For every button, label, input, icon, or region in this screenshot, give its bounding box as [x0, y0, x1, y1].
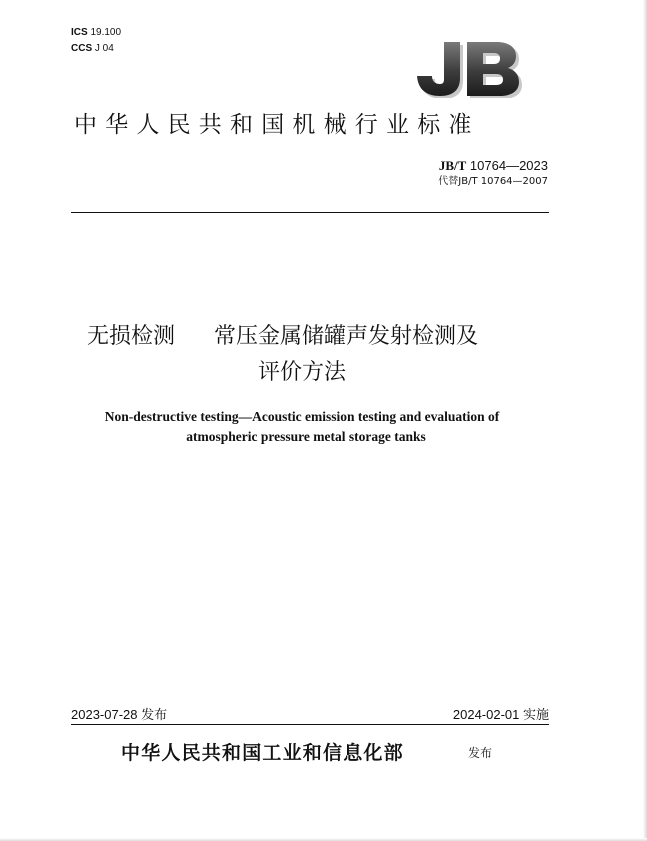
ics-classification	[71, 26, 121, 40]
logo-letter-j	[417, 42, 460, 96]
title-cn-part2: 常压金属储罐声发射检测及	[214, 324, 479, 349]
header-divider	[71, 212, 549, 213]
ccs-code: J 04	[94, 43, 114, 54]
standard-number-prefix: JB/T	[438, 158, 467, 173]
ccs-classification	[71, 42, 114, 56]
issuing-body-title: 中华人民共和国机械行业标准	[74, 112, 480, 138]
ics-code: 19.100	[90, 27, 122, 38]
title-en-line2: atmospheric pressure metal storage tanks	[186, 429, 426, 444]
issue-date: 2023-07-28 发布	[71, 707, 168, 722]
title-cn-part1: 无损检测	[87, 324, 176, 349]
footer-divider	[71, 724, 549, 725]
replaces-standard: 代替JB/T 10764—2007	[438, 176, 548, 187]
publisher-suffix: 发布	[468, 746, 493, 760]
title-en-line1: Non-destructive testing—Acoustic emission testing and evaluation of	[104, 409, 500, 424]
page-edge-right	[643, 0, 647, 841]
publisher-name: 中华人民共和国工业和信息化部	[121, 742, 404, 764]
ccs-label: CCS	[71, 43, 93, 54]
title-cn-line2: 评价方法	[258, 360, 347, 385]
implementation-date: 2024-02-01 实施	[452, 707, 549, 722]
jb-logo	[410, 38, 522, 98]
ics-label: ICS	[71, 27, 88, 38]
standard-number	[439, 158, 548, 174]
standard-number-value: 10764—2023	[469, 158, 548, 173]
